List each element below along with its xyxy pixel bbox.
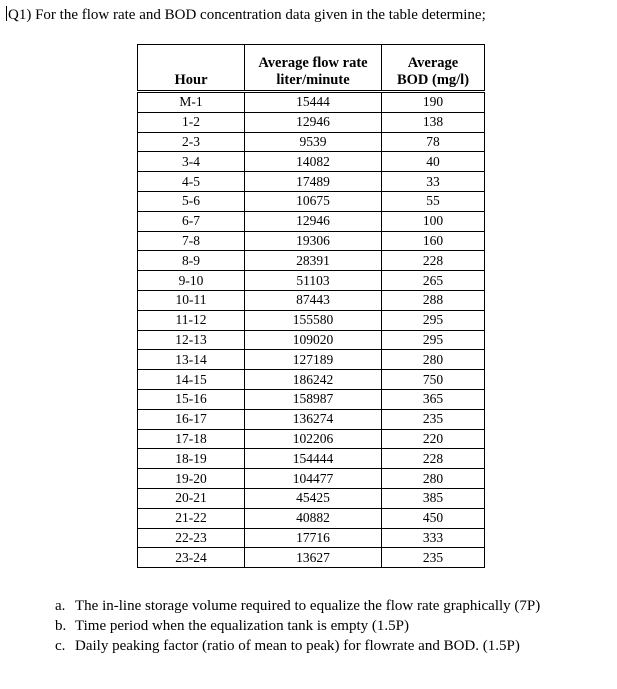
table-row [138,172,485,192]
cell-flow-rate: 158987 [245,389,382,409]
cell-bod: 160 [382,231,485,251]
cell-flow-rate: 87443 [245,290,382,310]
cell-flow-rate: 14082 [245,152,382,172]
cell-hour: 17-18 [138,429,245,449]
cell-hour: M-1 [138,92,245,113]
question-part [55,618,585,635]
cell-hour: 14-15 [138,370,245,390]
cell-hour: 16-17 [138,409,245,429]
table-row [138,271,485,291]
table-row [138,449,485,469]
table-row [138,231,485,251]
cell-flow-rate: 28391 [245,251,382,271]
table-row [138,290,485,310]
cell-bod: 295 [382,330,485,350]
cell-hour: 10-11 [138,290,245,310]
cell-flow-rate: 9539 [245,132,382,152]
table-row [138,350,485,370]
cell-flow-rate: 19306 [245,231,382,251]
cell-flow-rate: 13627 [245,548,382,568]
table-row [138,152,485,172]
table-row [138,92,485,113]
cell-hour: 1-2 [138,112,245,132]
table-row [138,132,485,152]
cell-flow-rate: 12946 [245,211,382,231]
cell-hour: 3-4 [138,152,245,172]
cell-bod: 55 [382,191,485,211]
cell-hour: 7-8 [138,231,245,251]
table-row [138,112,485,132]
cell-flow-rate: 40882 [245,508,382,528]
part-marker: b. [55,618,67,634]
cell-hour: 18-19 [138,449,245,469]
cell-flow-rate: 154444 [245,449,382,469]
table-row [138,251,485,271]
part-text: Daily peaking factor (ratio of mean to peak) for flowrate and BOD. (1.5P) [75,638,520,654]
cell-bod: 280 [382,469,485,489]
cell-bod: 265 [382,271,485,291]
cell-hour: 11-12 [138,310,245,330]
cell-hour: 8-9 [138,251,245,271]
cell-flow-rate: 17716 [245,528,382,548]
cell-bod: 288 [382,290,485,310]
cell-bod: 190 [382,92,485,113]
cell-bod: 228 [382,251,485,271]
cell-bod: 40 [382,152,485,172]
cell-hour: 21-22 [138,508,245,528]
cell-hour: 13-14 [138,350,245,370]
table-body [138,92,485,568]
table-header-row [138,45,485,92]
table-row [138,191,485,211]
cell-bod: 750 [382,370,485,390]
cell-bod: 450 [382,508,485,528]
cell-hour: 6-7 [138,211,245,231]
cell-bod: 235 [382,548,485,568]
cell-flow-rate: 104477 [245,469,382,489]
cell-bod: 280 [382,350,485,370]
table-row [138,548,485,568]
question-heading [6,6,486,24]
table-row [138,409,485,429]
cell-bod: 333 [382,528,485,548]
cell-flow-rate: 109020 [245,330,382,350]
cell-flow-rate: 15444 [245,92,382,113]
cell-flow-rate: 45425 [245,488,382,508]
cell-bod: 295 [382,310,485,330]
cell-hour: 22-23 [138,528,245,548]
header-hour: Hour [138,45,245,92]
cell-flow-rate: 155580 [245,310,382,330]
question-text: Q1) For the flow rate and BOD concentration data given in the table determine; [8,7,486,23]
cell-bod: 385 [382,488,485,508]
cell-hour: 20-21 [138,488,245,508]
cell-bod: 220 [382,429,485,449]
text-cursor [6,6,7,21]
part-marker: c. [55,638,66,654]
cell-bod: 78 [382,132,485,152]
cell-hour: 15-16 [138,389,245,409]
header-bod: Average BOD (mg/l) [382,45,485,92]
table-row [138,488,485,508]
table-row [138,310,485,330]
cell-flow-rate: 102206 [245,429,382,449]
table-row [138,370,485,390]
table-row [138,508,485,528]
cell-bod: 235 [382,409,485,429]
cell-hour: 19-20 [138,469,245,489]
cell-hour: 5-6 [138,191,245,211]
cell-hour: 12-13 [138,330,245,350]
cell-bod: 33 [382,172,485,192]
part-text: The in-line storage volume required to equalize the flow rate graphically (7P) [75,598,541,614]
data-table [137,44,485,568]
cell-flow-rate: 127189 [245,350,382,370]
table-row [138,469,485,489]
question-parts-list [55,598,585,658]
cell-flow-rate: 17489 [245,172,382,192]
table-row [138,211,485,231]
cell-bod: 138 [382,112,485,132]
cell-flow-rate: 51103 [245,271,382,291]
question-part [55,638,585,655]
question-part [55,598,585,615]
part-marker: a. [55,598,66,614]
cell-bod: 228 [382,449,485,469]
part-text: Time period when the equalization tank is empty (1.5P) [75,618,409,634]
table-row [138,330,485,350]
cell-bod: 100 [382,211,485,231]
table-row [138,528,485,548]
cell-hour: 23-24 [138,548,245,568]
cell-bod: 365 [382,389,485,409]
table-row [138,389,485,409]
cell-flow-rate: 136274 [245,409,382,429]
header-flow-rate: Average flow rate liter/minute [245,45,382,92]
cell-hour: 9-10 [138,271,245,291]
table-row [138,429,485,449]
cell-flow-rate: 186242 [245,370,382,390]
cell-hour: 4-5 [138,172,245,192]
cell-flow-rate: 12946 [245,112,382,132]
cell-hour: 2-3 [138,132,245,152]
cell-flow-rate: 10675 [245,191,382,211]
